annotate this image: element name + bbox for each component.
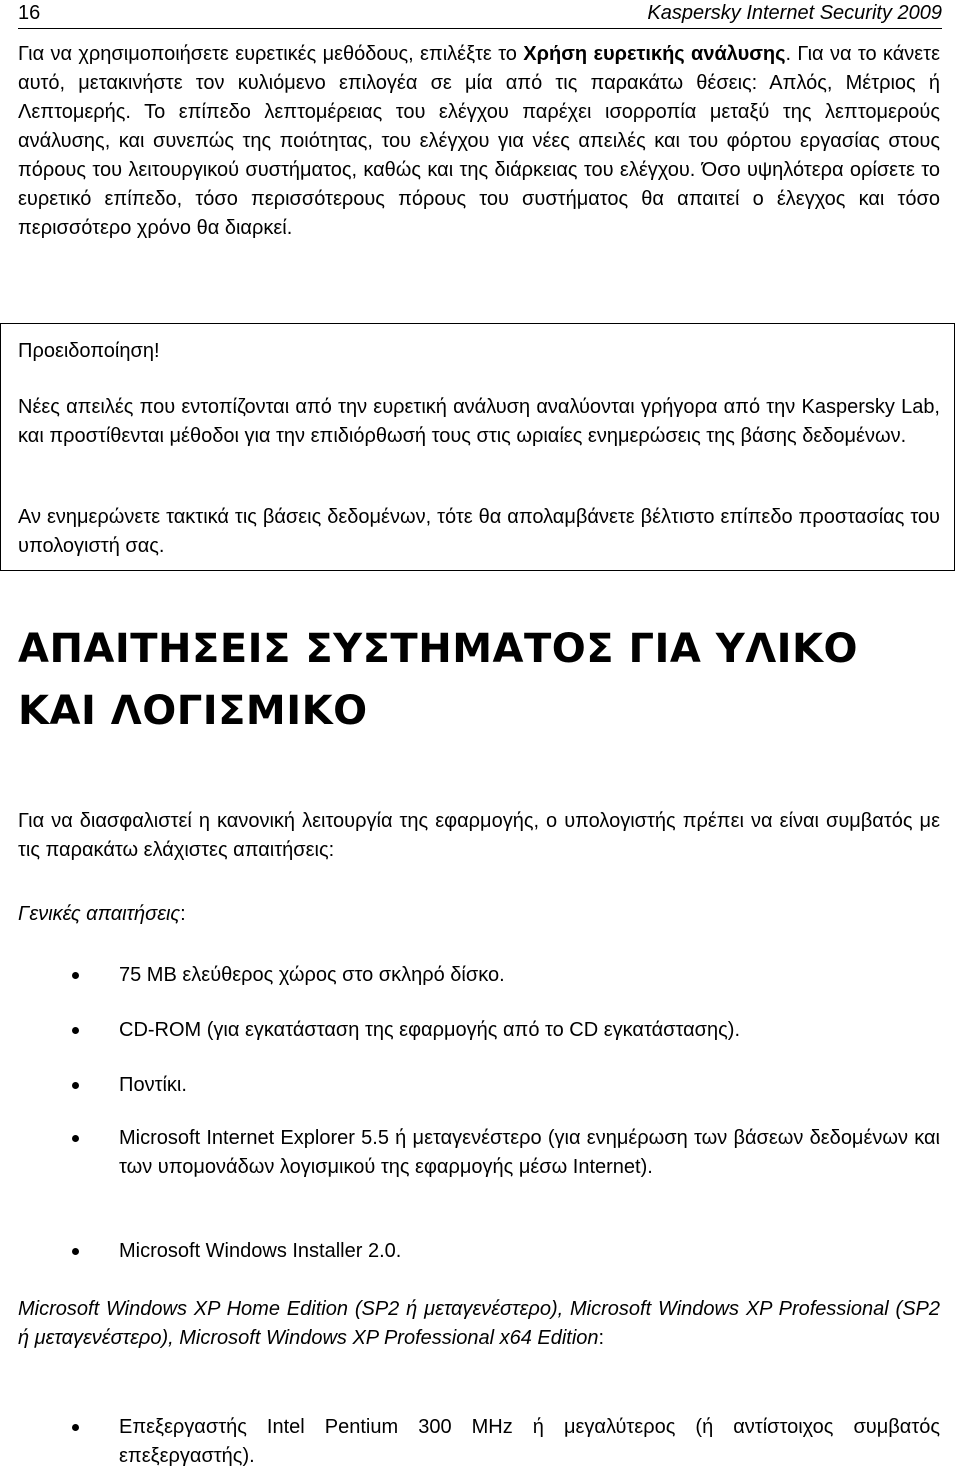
list-item-text: Microsoft Internet Explorer 5.5 ή μεταγενέστερο (για ενημέρωση των βάσεων δεδομένων και των υπομονάδων λογισμικού της εφαρμογής μέσω Internet). [119, 1127, 940, 1178]
list-item [18, 1016, 940, 1045]
list-item [18, 1124, 940, 1182]
bullet-icon [72, 1027, 79, 1034]
warning-title: Προειδοποίηση! [18, 340, 160, 362]
book-title: Kaspersky Internet Security 2009 [647, 2, 942, 24]
intro-text-start: Για να χρησιμοποιήσετε ευρετικές μεθόδους, επιλέξτε το [18, 43, 524, 65]
list-item-text: Microsoft Windows Installer 2.0. [119, 1240, 402, 1262]
xp-requirements-text: Microsoft Windows XP Home Edition (SP2 ή μεταγενέστερο), Microsoft Windows XP Professional (SP2 ή μεταγενέστερο), Microsoft Windows XP Professional x64 Edition [18, 1298, 940, 1349]
bullet-icon [72, 1082, 79, 1089]
warning-paragraph: Αν ενημερώνετε τακτικά τις βάσεις δεδομένων, τότε θα απολαμβάνετε βέλτιστο επίπεδο προστασίας του υπολογιστή σας. [18, 506, 940, 557]
page-number: 16 [18, 2, 41, 24]
bullet-icon [72, 1424, 79, 1431]
intro-paragraph [18, 40, 940, 243]
section-heading: ΑΠΑΙΤΗΣΕΙΣ ΣΥΣΤΗΜΑΤΟΣ ΓΙΑ ΥΛΙΚΟ ΚΑΙ ΛΟΓΙΣΜΙΚΟ [18, 626, 859, 734]
general-requirements-label [18, 900, 940, 929]
intro-text-end: . Για να το κάνετε αυτό, μετακινήστε τον κυλιόμενο επιλογέα σε μία από τις παρακάτω θέσεις: Απλός, Μέτριος ή Λεπτομερής. Το επίπεδο λεπτομέρειας του ελέγχου παρέχει ισορροπία μεταξύ της λεπτομερούς ανάλυσης, και συνεπώς της ποιότητας, του ελέγχου για νέες απειλές και του φόρτου εργασίας στους πόρους του λειτουργικού συστήματος, καθώς και της διάρκειας του ελέγχου. Όσο υψηλότερα ορίσετε το ευρετικό επίπεδο, τόσο περισσότερους πόρους του συστήματος θα απαιτεί ο έλεγχος και τόσο περισσότερο χρόνο θα διαρκεί. [18, 43, 940, 239]
list-item-text: CD-ROM (για εγκατάσταση της εφαρμογής από το CD εγκατάστασης). [119, 1019, 740, 1041]
list-item [18, 1413, 940, 1471]
xp-requirements-label [18, 1295, 940, 1353]
general-requirements-text: Γενικές απαιτήσεις [18, 903, 181, 925]
list-item-text: 75 MB ελεύθερος χώρος στο σκληρό δίσκο. [119, 964, 505, 986]
bullet-icon [72, 1248, 79, 1255]
general-requirements-colon: : [180, 903, 186, 925]
list-item [18, 961, 940, 990]
bullet-icon [72, 972, 79, 979]
list-item [18, 1071, 940, 1100]
warning-paragraph: Νέες απειλές που εντοπίζονται από την ευρετική ανάλυση αναλύονται γρήγορα από την Kaspersky Lab, και προστίθενται μέθοδοι για την επιδιόρθωσή τους στις ωριαίες ενημερώσεις της βάσης δεδομένων. [18, 396, 940, 447]
list-item-text: Επεξεργαστής Intel Pentium 300 MHz ή μεγαλύτερος (ή αντίστοιχος συμβατός επεξεργαστής). [119, 1416, 940, 1467]
heuristic-option-name: Χρήση ευρετικής ανάλυσης [523, 43, 786, 65]
list-item [18, 1237, 940, 1266]
bullet-icon [72, 1135, 79, 1142]
xp-requirements-colon: : [598, 1327, 605, 1349]
requirements-intro: Για να διασφαλιστεί η κανονική λειτουργία της εφαρμογής, ο υπολογιστής πρέπει να είναι συμβατός με τις παρακάτω ελάχιστες απαιτήσεις: [18, 810, 940, 861]
running-header [18, 0, 942, 29]
list-item-text: Ποντίκι. [119, 1074, 187, 1096]
